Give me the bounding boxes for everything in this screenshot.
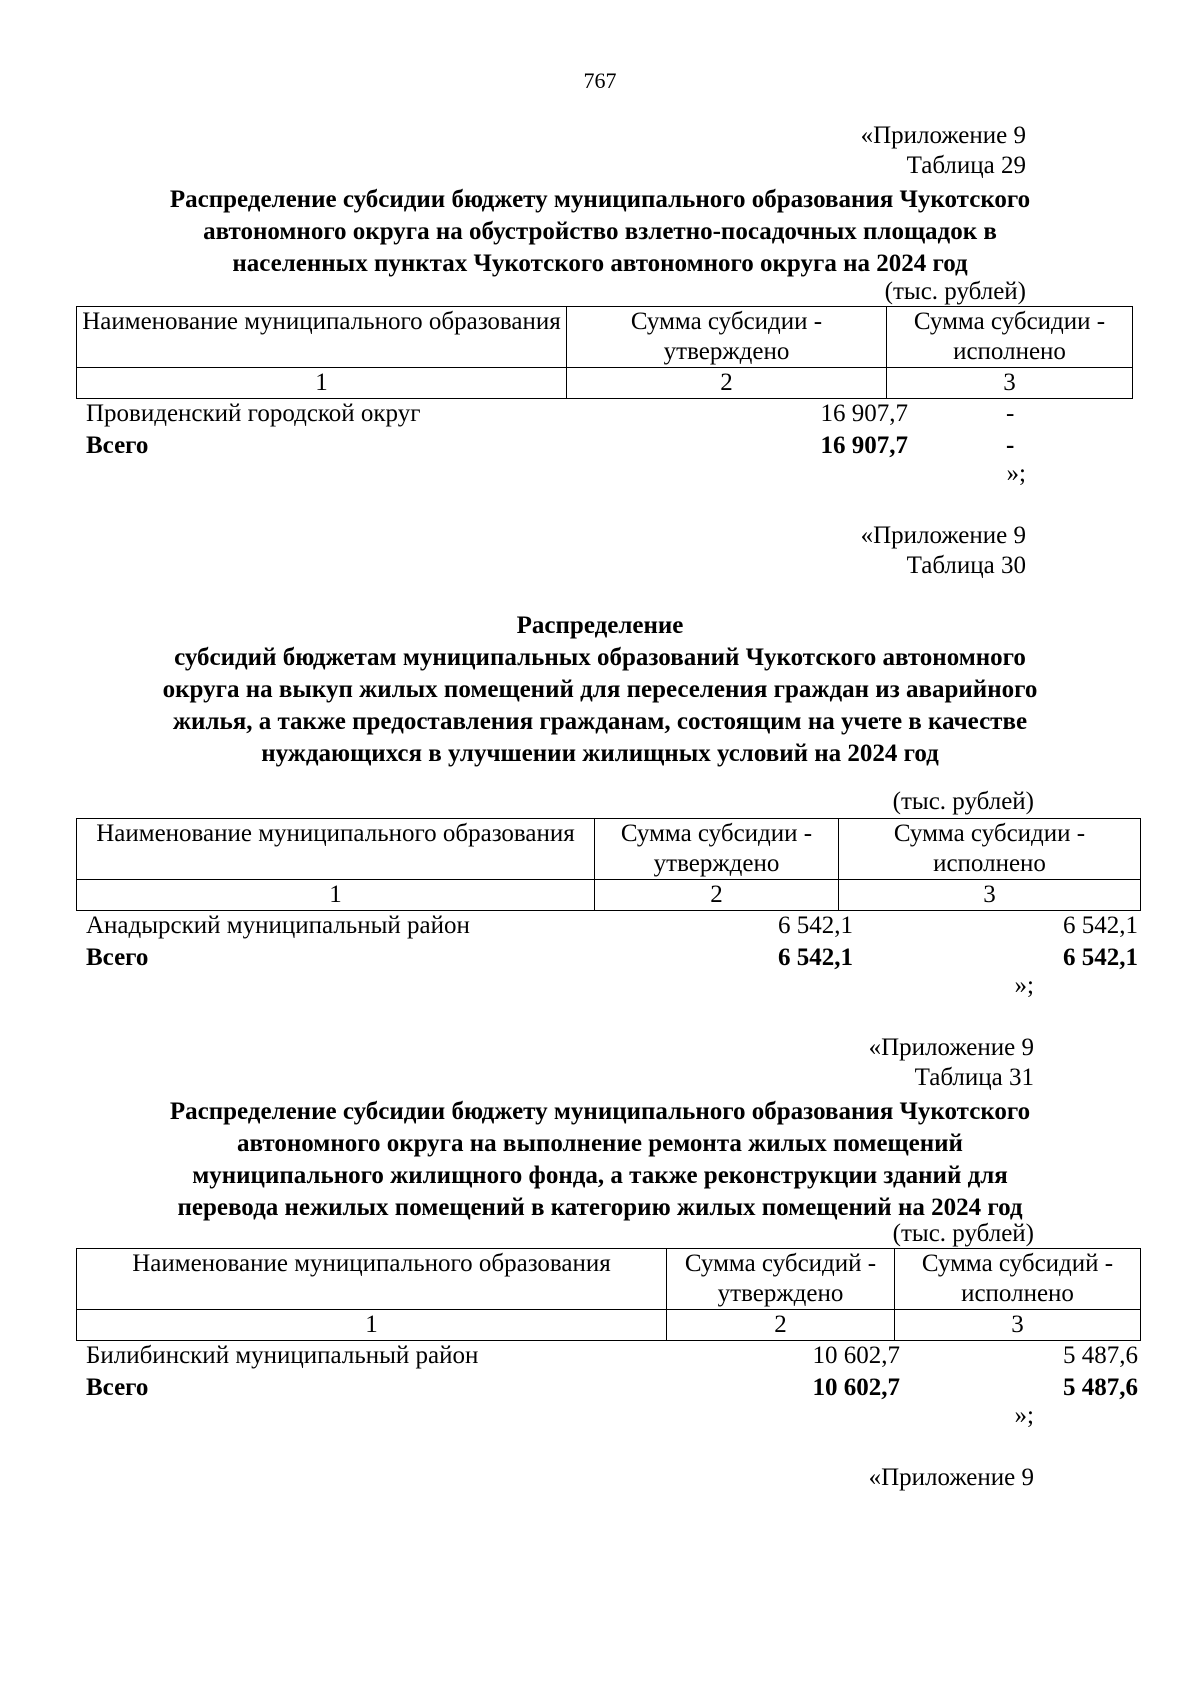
table-row bbox=[86, 910, 1138, 942]
row-executed: - bbox=[1006, 400, 1015, 427]
data-table bbox=[76, 1248, 1141, 1341]
column-number: 2 bbox=[595, 880, 839, 911]
data-table bbox=[76, 306, 1133, 399]
column-header-approved: Сумма субсидии - утверждено bbox=[567, 307, 887, 368]
column-header-name: Наименование муниципального образования bbox=[77, 819, 595, 880]
row-executed: 6 542,1 bbox=[1063, 912, 1138, 939]
column-header-approved: Сумма субсидий - утверждено bbox=[667, 1249, 895, 1310]
column-header-approved: Сумма субсидии - утверждено bbox=[595, 819, 839, 880]
row-name: Всего bbox=[86, 432, 149, 459]
closing-quote: »; bbox=[1014, 972, 1034, 999]
column-header-name: Наименование муниципального образования bbox=[77, 307, 567, 368]
appendix-label: «Приложение 9 bbox=[860, 122, 1026, 149]
units-label: (тыс. рублей) bbox=[884, 278, 1026, 305]
header-row bbox=[77, 307, 1133, 368]
row-approved: 10 602,7 bbox=[812, 1342, 900, 1369]
table-label: Таблица 29 bbox=[906, 152, 1026, 179]
row-name: Провиденский городской округ bbox=[86, 400, 421, 427]
closing-quote: »; bbox=[1006, 460, 1026, 487]
row-approved: 6 542,1 bbox=[778, 912, 853, 939]
row-executed: 5 487,6 bbox=[1063, 1374, 1138, 1401]
column-number: 3 bbox=[887, 368, 1133, 399]
appendix-label: «Приложение 9 bbox=[868, 1034, 1034, 1061]
table-title: Распределение субсидии бюджету муниципального образования Чукотского автономного округа на обустройство взлетно-посадочных площадок в населенных пунктах Чукотского автономного округа на 2024 год bbox=[169, 186, 1031, 277]
closing-quote: »; bbox=[1014, 1402, 1034, 1429]
row-executed: 6 542,1 bbox=[1063, 944, 1138, 971]
row-executed: - bbox=[1006, 432, 1015, 459]
row-name: Всего bbox=[86, 944, 149, 971]
column-number: 3 bbox=[895, 1310, 1141, 1341]
table-row bbox=[86, 1340, 1138, 1372]
table-row bbox=[86, 398, 1132, 430]
column-header-name: Наименование муниципального образования bbox=[77, 1249, 667, 1310]
table-title: Распределение субсидии бюджету муниципального образования Чукотского автономного округа на выполнение ремонта жилых помещений муниципального жилищного фонда, а также реконструкции зданий для перевода нежилых помещений в категорию жилых помещений на 2024 год bbox=[169, 1098, 1031, 1221]
column-number-row bbox=[77, 1310, 1141, 1341]
header-row bbox=[77, 819, 1141, 880]
column-number: 2 bbox=[667, 1310, 895, 1341]
row-name: Билибинский муниципальный район bbox=[86, 1342, 479, 1369]
total-row bbox=[86, 942, 1138, 974]
column-header-executed: Сумма субсидии - исполнено bbox=[887, 307, 1133, 368]
units-label: (тыс. рублей) bbox=[892, 1220, 1034, 1247]
row-executed: 5 487,6 bbox=[1063, 1342, 1138, 1369]
column-number: 1 bbox=[77, 1310, 667, 1341]
total-row bbox=[86, 430, 1132, 462]
appendix-label: «Приложение 9 bbox=[860, 522, 1026, 549]
table-label: Таблица 31 bbox=[914, 1064, 1034, 1091]
page-number: 767 bbox=[583, 68, 617, 93]
column-number: 1 bbox=[77, 880, 595, 911]
row-approved: 10 602,7 bbox=[812, 1374, 900, 1401]
row-approved: 16 907,7 bbox=[820, 432, 908, 459]
row-approved: 16 907,7 bbox=[820, 400, 908, 427]
appendix-label: «Приложение 9 bbox=[868, 1464, 1034, 1491]
column-number: 1 bbox=[77, 368, 567, 399]
total-row bbox=[86, 1372, 1138, 1404]
row-approved: 6 542,1 bbox=[778, 944, 853, 971]
column-header-executed: Сумма субсидии - исполнено bbox=[839, 819, 1141, 880]
column-header-executed: Сумма субсидий - исполнено bbox=[895, 1249, 1141, 1310]
data-table bbox=[76, 818, 1141, 911]
column-number: 2 bbox=[567, 368, 887, 399]
column-number: 3 bbox=[839, 880, 1141, 911]
header-row bbox=[77, 1249, 1141, 1310]
row-name: Всего bbox=[86, 1374, 149, 1401]
table-title: Распределение субсидий бюджетам муниципальных образований Чукотского автономного округа на выкуп жилых помещений для переселения граждан из аварийного жилья, а также предоставления гражданам, состоящим на учете в качестве нуждающихся в улучшении жилищных условий на 2024 год bbox=[162, 612, 1038, 767]
column-number-row bbox=[77, 368, 1133, 399]
row-name: Анадырский муниципальный район bbox=[86, 912, 470, 939]
table-label: Таблица 30 bbox=[906, 552, 1026, 579]
units-label: (тыс. рублей) bbox=[892, 788, 1034, 815]
column-number-row bbox=[77, 880, 1141, 911]
